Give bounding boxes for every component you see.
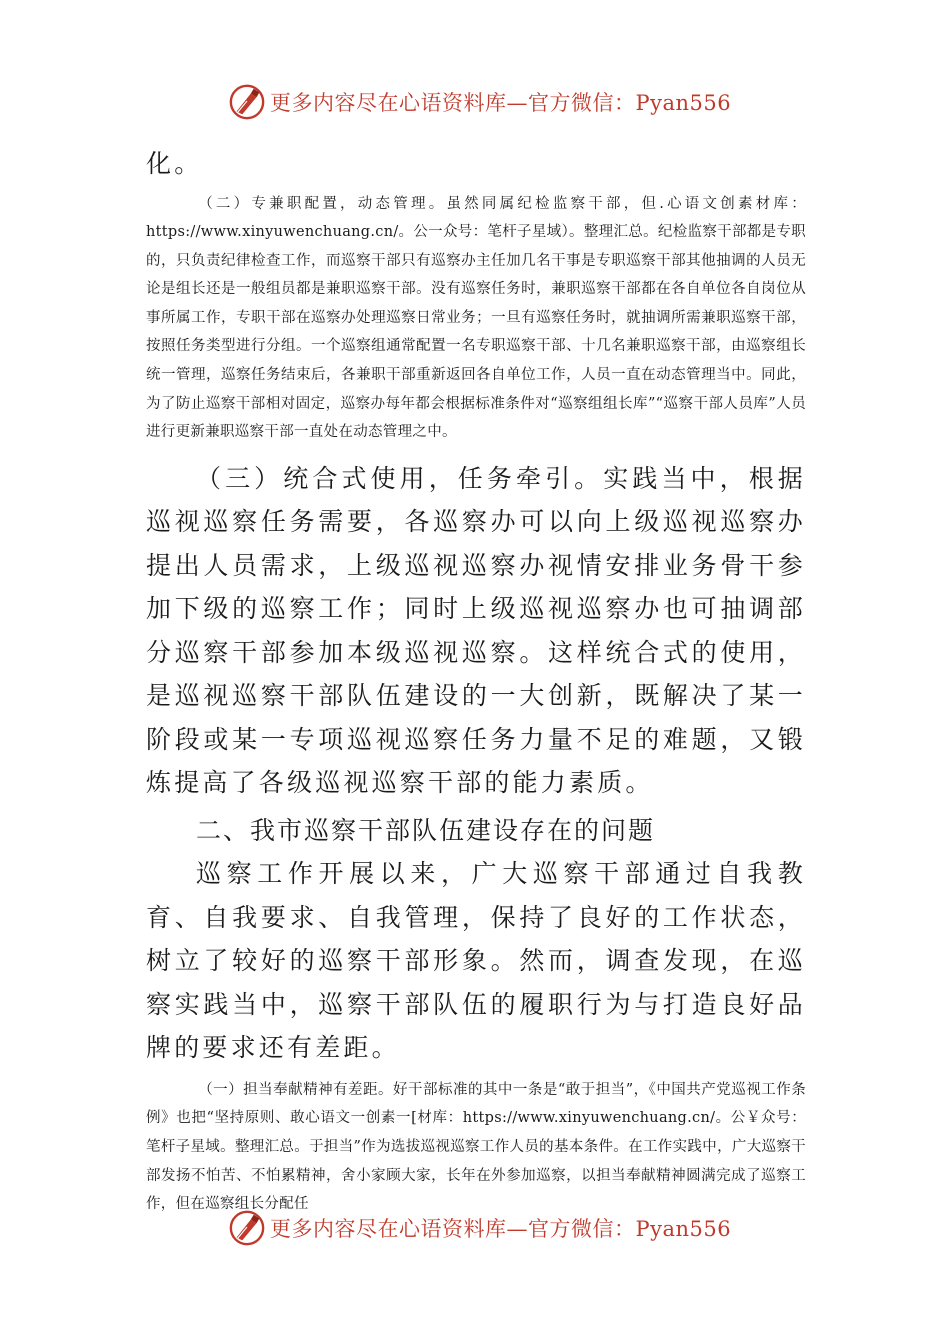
pen-nib-logo-icon [228, 1209, 266, 1247]
header-banner [228, 82, 748, 122]
paragraph-tail: 化。 [146, 149, 203, 178]
paragraph-integrated-use: （三）统合式使用，任务牵引。实践当中，根据巡视巡察任务需要，各巡察办可以向上级巡视巡察办提出人员需求，上级巡视巡察办视情安排业务骨干参加下级的巡察工作；同时上级巡视巡察办也可抽调部分巡察干部参加本级巡视巡察。这样统合式的使用，是巡视巡察干部队伍建设的一大创新，既解决了某一阶段或某一专项巡视巡察任务力量不足的难题，又锻炼提高了各级巡视巡察干部的能力素质。 [146, 463, 806, 798]
footer-banner [228, 1208, 748, 1248]
paragraph-dedication-gap: （一）担当奉献精神有差距。好干部标准的其中一条是“敢于担当”，《中国共产党巡视工作条例》也把“坚持原则、敢心语文一创素一[材库：https://www.xinyuwenchuang.cn/。公￥众号：笔杆子星域。整理汇总。于担当”作为选拔巡视巡察工作人员的基本条件。在工作实践中，广大巡察干部发扬不怕苦、不怕累精神，舍小家顾大家，长年在外参加巡察，以担当奉献精神圆满完成了巡察工作，但在巡察组长分配任 [146, 1081, 806, 1213]
banner-text: 更多内容尽在心语资料库—官方微信：Pyan556 [270, 91, 732, 115]
pen-nib-logo-icon [228, 83, 266, 121]
paragraph-problems-intro: 巡察工作开展以来，广大巡察干部通过自我教育、自我要求、自我管理，保持了良好的工作状态，树立了较好的巡察干部形象。然而，调查发现，在巡察实践当中，巡察干部队伍的履职行为与打造良好品牌的要求还有差距。 [146, 859, 806, 1063]
document-body [146, 142, 806, 1219]
banner-text: 更多内容尽在心语资料库—官方微信：Pyan556 [270, 1217, 732, 1241]
paragraph-specialist-config: （二）专兼职配置，动态管理。虽然同属纪检监察干部，但.心语文创素材库：https://www.xinyuwenchuang.cn/。公一众号：笔杆子星域）。整理汇总。纪检监察干部都是专职的，只负责纪律检查工作，而巡察干部只有巡察办主任加几名干事是专职巡察干部其他抽调的人员无论是组长还是一般组员都是兼职巡察干部。没有巡察任务时，兼职巡察干部都在各自单位各自岗位从事所属工作，专职干部在巡察办处理巡察日常业务；一旦有巡察任务时，就抽调所需兼职巡察干部，按照任务类型进行分组。一个巡察组通常配置一名专职巡察干部、十几名兼职巡察干部，由巡察组长统一管理，巡察任务结束后，各兼职干部重新返回各自单位工作，人员一直在动态管理当中。同此，为了防止巡察干部相对固定，巡察办每年都会根据标准条件对“巡察组组长库”“巡察干部人员库”人员进行更新兼职巡察干部一直处在动态管理之中。 [146, 195, 806, 441]
section-heading-problems: 二、我市巡察干部队伍建设存在的问题 [196, 815, 656, 845]
